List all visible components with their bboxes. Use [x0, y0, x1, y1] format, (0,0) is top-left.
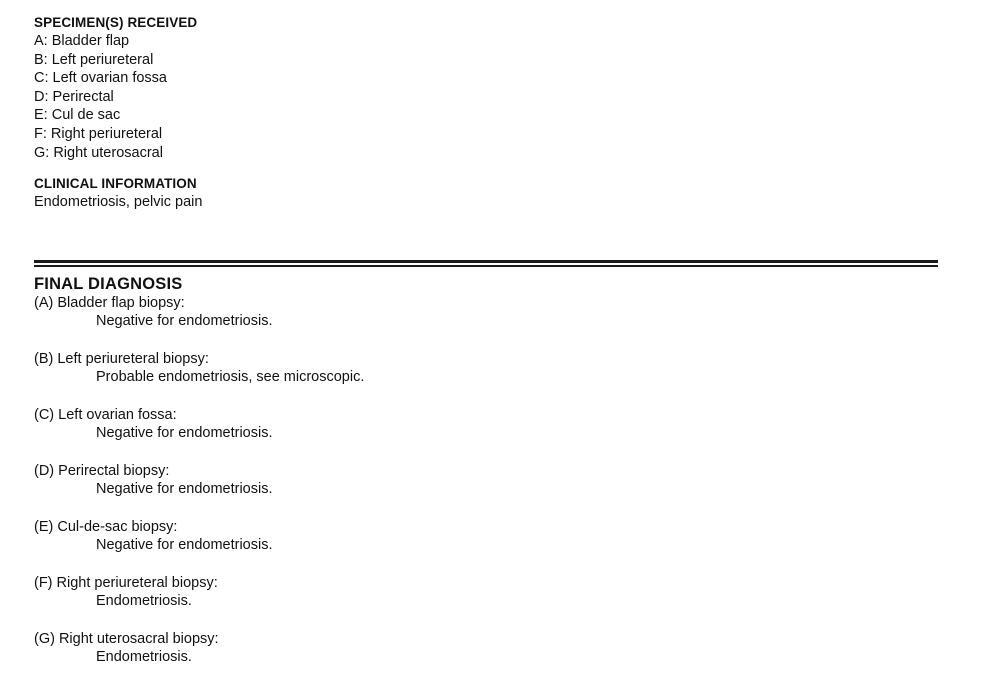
section-divider [34, 260, 938, 267]
clinical-text: Endometriosis, pelvic pain [34, 194, 203, 211]
diagnosis-item-b [34, 350, 940, 386]
diagnosis-label: (C) Left ovarian fossa: [34, 407, 177, 423]
specimen-item-d: D: Perirectal [34, 88, 114, 105]
specimen-item-b: B: Left periureteral [34, 51, 154, 68]
diagnosis-item-g [34, 630, 940, 666]
diagnosis-result: Probable endometriosis, see microscopic. [96, 369, 365, 385]
specimen-list [34, 32, 940, 162]
diagnosis-label: (A) Bladder flap biopsy: [34, 295, 185, 311]
specimen-item-g: G: Right uterosacral [34, 144, 163, 161]
diagnosis-result: Negative for endometriosis. [96, 481, 273, 497]
diagnosis-item-a [34, 294, 940, 330]
diagnosis-result: Endometriosis. [96, 593, 192, 609]
diagnosis-label: (F) Right periureteral biopsy: [34, 575, 218, 591]
specimen-item-f: F: Right periureteral [34, 125, 163, 142]
report-header-section [34, 14, 940, 212]
clinical-heading: CLINICAL INFORMATION [34, 176, 197, 192]
final-diagnosis-heading: FINAL DIAGNOSIS [34, 275, 183, 293]
diagnosis-result: Negative for endometriosis. [96, 313, 273, 329]
diagnosis-result: Negative for endometriosis. [96, 425, 273, 441]
specimen-item-c: C: Left ovarian fossa [34, 70, 167, 87]
diagnosis-item-c [34, 406, 940, 442]
diagnosis-result: Endometriosis. [96, 649, 192, 665]
clinical-information-section [34, 175, 940, 212]
diagnosis-item-d [34, 462, 940, 498]
specimen-item-e: E: Cul de sac [34, 107, 121, 124]
divider-thin-rule [34, 265, 938, 267]
diagnosis-item-f [34, 574, 940, 610]
specimens-heading: SPECIMEN(S) RECEIVED [34, 15, 198, 30]
diagnosis-result: Negative for endometriosis. [96, 537, 273, 553]
diagnosis-item-e [34, 518, 940, 554]
final-diagnosis-section [34, 274, 940, 686]
diagnosis-label: (D) Perirectal biopsy: [34, 463, 170, 479]
diagnosis-label: (B) Left periureteral biopsy: [34, 351, 209, 367]
divider-thick-rule [34, 260, 938, 263]
diagnosis-label: (G) Right uterosacral biopsy: [34, 631, 219, 647]
specimen-item-a: A: Bladder flap [34, 33, 130, 49]
diagnosis-label: (E) Cul-de-sac biopsy: [34, 519, 178, 535]
